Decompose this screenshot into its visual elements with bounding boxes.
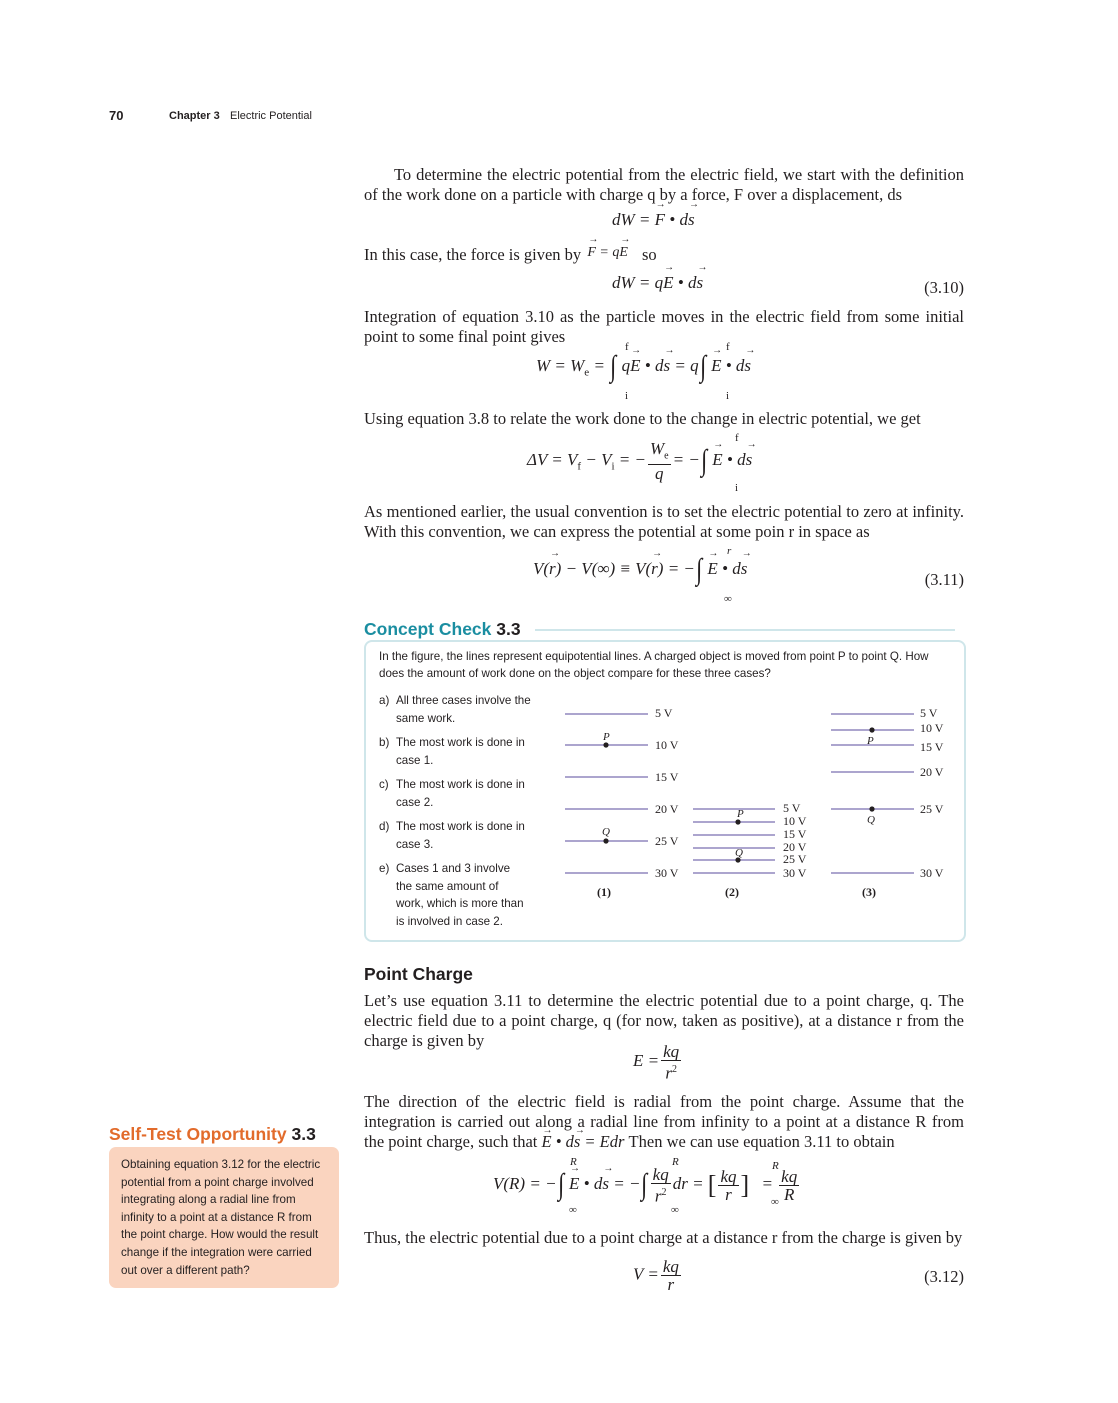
self-test-text: Obtaining equation 3.12 for the electric potential from a point charge involved integrating along a radial line from infinity to a point at a distance R from the point charge. How would the result change if the integration were carried out over a different path? <box>121 1158 321 1277</box>
limit-r-upper-1: R <box>570 1156 577 1168</box>
case1-label-15v: 15 V <box>655 770 679 784</box>
equation-number-3-11: (3.11) <box>924 570 964 589</box>
option-e-text: Cases 1 and 3 involve the same amount of work, which is more than is involved in case 2. <box>396 862 524 928</box>
limit-inf-lower-2: ∞ <box>671 1204 679 1216</box>
chapter-label: Chapter 3 <box>169 110 220 122</box>
option-d-label: d) <box>379 820 390 833</box>
equation-dw-force: dW = → F • d→ s <box>612 210 695 230</box>
option-a-text: All three cases involve the same work. <box>396 694 531 725</box>
paragraph-radial-tail: Then we can use equation 3.11 to obtain <box>628 1132 895 1151</box>
equation-3-11: V(→ r) − V(∞) ≡ V(→ r) = −∫ → E • d→ s <box>533 555 747 585</box>
case2-label-5v: 5 V <box>783 801 801 815</box>
case2-q-label: Q <box>735 847 743 859</box>
paragraph-integration: Integration of equation 3.10 as the particle moves in the electric field from some initial point to some final point gives <box>364 307 964 346</box>
paragraph-convention: As mentioned earlier, the usual convention is to set the electric potential to zero at infinity. With this convention, we can express the potential at some poin r in space as <box>364 502 964 541</box>
case3-caption: (3) <box>862 885 876 899</box>
case3-label-10v: 10 V <box>920 721 944 735</box>
limit-f-1: f <box>625 341 629 353</box>
limit-infinity: ∞ <box>724 593 732 605</box>
paragraph-result: Thus, the electric potential due to a point charge at a distance r from the charge is given by <box>364 1228 963 1247</box>
paragraph-radial <box>364 1092 964 1152</box>
case2-label-30v: 30 V <box>783 866 807 880</box>
case1-point-q <box>603 838 608 843</box>
case3-label-5v: 5 V <box>920 706 938 720</box>
case3-label-25v: 25 V <box>920 802 944 816</box>
option-a-label: a) <box>379 694 390 707</box>
limit-r-upper-2: R <box>672 1156 679 1168</box>
option-b-label: b) <box>379 736 390 749</box>
case3-label-30v: 30 V <box>920 866 944 880</box>
self-test-heading <box>109 1124 316 1145</box>
case1-label-5v: 5 V <box>655 706 673 720</box>
limit-i-3: i <box>735 482 739 494</box>
equation-number-3-10: (3.10) <box>924 278 964 297</box>
equation-number-3-12: (3.12) <box>924 1267 964 1286</box>
case3-point-p <box>869 727 874 732</box>
case1-label-20v: 20 V <box>655 802 679 816</box>
case3-point-q <box>869 806 874 811</box>
limit-inf-lower-1: ∞ <box>569 1204 577 1216</box>
concept-check-title: Concept Check <box>364 619 492 639</box>
limit-r-bracket: R <box>772 1160 779 1172</box>
case1-q-label: Q <box>602 826 610 838</box>
case3-label-15v: 15 V <box>920 740 944 754</box>
concept-check-rule <box>535 629 955 631</box>
paragraph-work-definition: To determine the electric potential from the electric field, we start with the definition of the work done on a particle with charge q by a force, F over a displacement, ds <box>364 165 964 204</box>
case-2-lines <box>693 809 775 873</box>
equation-field-point-charge: E = $\frac{kq}{r^2}$ <box>633 1042 680 1083</box>
paragraph-potential-change: Using equation 3.8 to relate the work done to the change in electric potential, we get <box>364 409 921 428</box>
equation-delta-v: $\Delta V = V_f - V_i$ = − $\frac{W_e}{q}$ = −∫ → E • d→ s <box>527 440 752 482</box>
option-e-label: e) <box>379 862 390 875</box>
case1-label-10v: 10 V <box>655 738 679 752</box>
self-test-number: 3.3 <box>291 1124 316 1144</box>
inline-dot-equation: → E • d→ s = Edr <box>541 1132 628 1151</box>
limit-f-2: f <box>726 341 730 353</box>
option-c-text: The most work is done in case 2. <box>396 778 525 809</box>
equation-v-of-r: V(R) = −∫ → E • d→ s = −∫ $\frac{kq}{r^2}$ dr = [ $\frac{kq}{r}$ ] = $\frac{kq}{R}$ <box>493 1166 801 1205</box>
case3-q-label: Q <box>867 814 875 826</box>
option-d-text: The most work is done in case 3. <box>396 820 525 851</box>
self-test-title: Self-Test Opportunity <box>109 1124 287 1144</box>
case2-label-10v: 10 V <box>783 814 807 828</box>
option-b-text: The most work is done in case 1. <box>396 736 525 767</box>
concept-check-heading <box>364 619 521 640</box>
limit-f-3: f <box>735 432 739 444</box>
paragraph-point-charge: Let’s use equation 3.11 to determine the electric potential due to a point charge, q. The electric field due to a point charge, q (for now, taken as positive), at a distance r from the charge is given by <box>364 991 964 1050</box>
case1-point-p <box>603 742 608 747</box>
option-d[interactable] <box>379 818 549 853</box>
case2-caption: (2) <box>725 885 739 899</box>
paragraph-radial-text: The direction of the electric field is radial from the point charge. Assume that the integration is carried out along a radial line from infinity to a point at a distance R from the point charge, such that <box>364 1092 964 1151</box>
case2-point-p <box>735 819 740 824</box>
inline-force-equation: → $^{F = q\to E}$ <box>587 245 628 260</box>
case1-label-30v: 30 V <box>655 866 679 880</box>
chapter-title: Electric Potential <box>230 110 312 122</box>
paragraph-force-so: so <box>642 245 657 264</box>
equation-work-integral: $W = W_e$ = ∫ q→ E • d→ s = q∫ → E • d→ s <box>536 352 751 382</box>
case3-label-20v: 20 V <box>920 765 944 779</box>
option-c[interactable] <box>379 776 549 811</box>
limit-i-2: i <box>726 390 730 402</box>
paragraph-force-text: In this case, the force is given by <box>364 245 582 264</box>
option-b[interactable] <box>379 734 549 769</box>
equation-3-10: dW = q→ E • d→ s <box>612 273 703 293</box>
case2-p-label: P <box>737 808 744 820</box>
concept-check-number: 3.3 <box>496 619 521 639</box>
case3-p-label: P <box>867 735 874 747</box>
limit-r: r <box>727 545 732 557</box>
limit-i-1: i <box>625 390 629 402</box>
case1-label-25v: 25 V <box>655 834 679 848</box>
equation-3-12: V = $\frac{kq}{r}$ <box>633 1257 679 1294</box>
case2-label-15v: 15 V <box>783 827 807 841</box>
option-a[interactable] <box>379 692 549 727</box>
option-c-label: c) <box>379 778 389 791</box>
paragraph-force <box>364 245 657 265</box>
concept-check-question: In the figure, the lines represent equipotential lines. A charged object is moved from point P to point Q. How does the amount of work done on the object compare for these three cases? <box>379 650 929 680</box>
point-charge-heading: Point Charge <box>364 964 473 984</box>
case1-caption: (1) <box>597 885 611 899</box>
limit-inf-bracket: ∞ <box>771 1196 779 1208</box>
case2-label-20v: 20 V <box>783 840 807 854</box>
case2-label-25v: 25 V <box>783 852 807 866</box>
page-number: 70 <box>109 108 124 123</box>
option-e[interactable] <box>379 860 549 930</box>
equipotential-figure <box>560 700 955 905</box>
case1-p-label: P <box>603 731 610 743</box>
